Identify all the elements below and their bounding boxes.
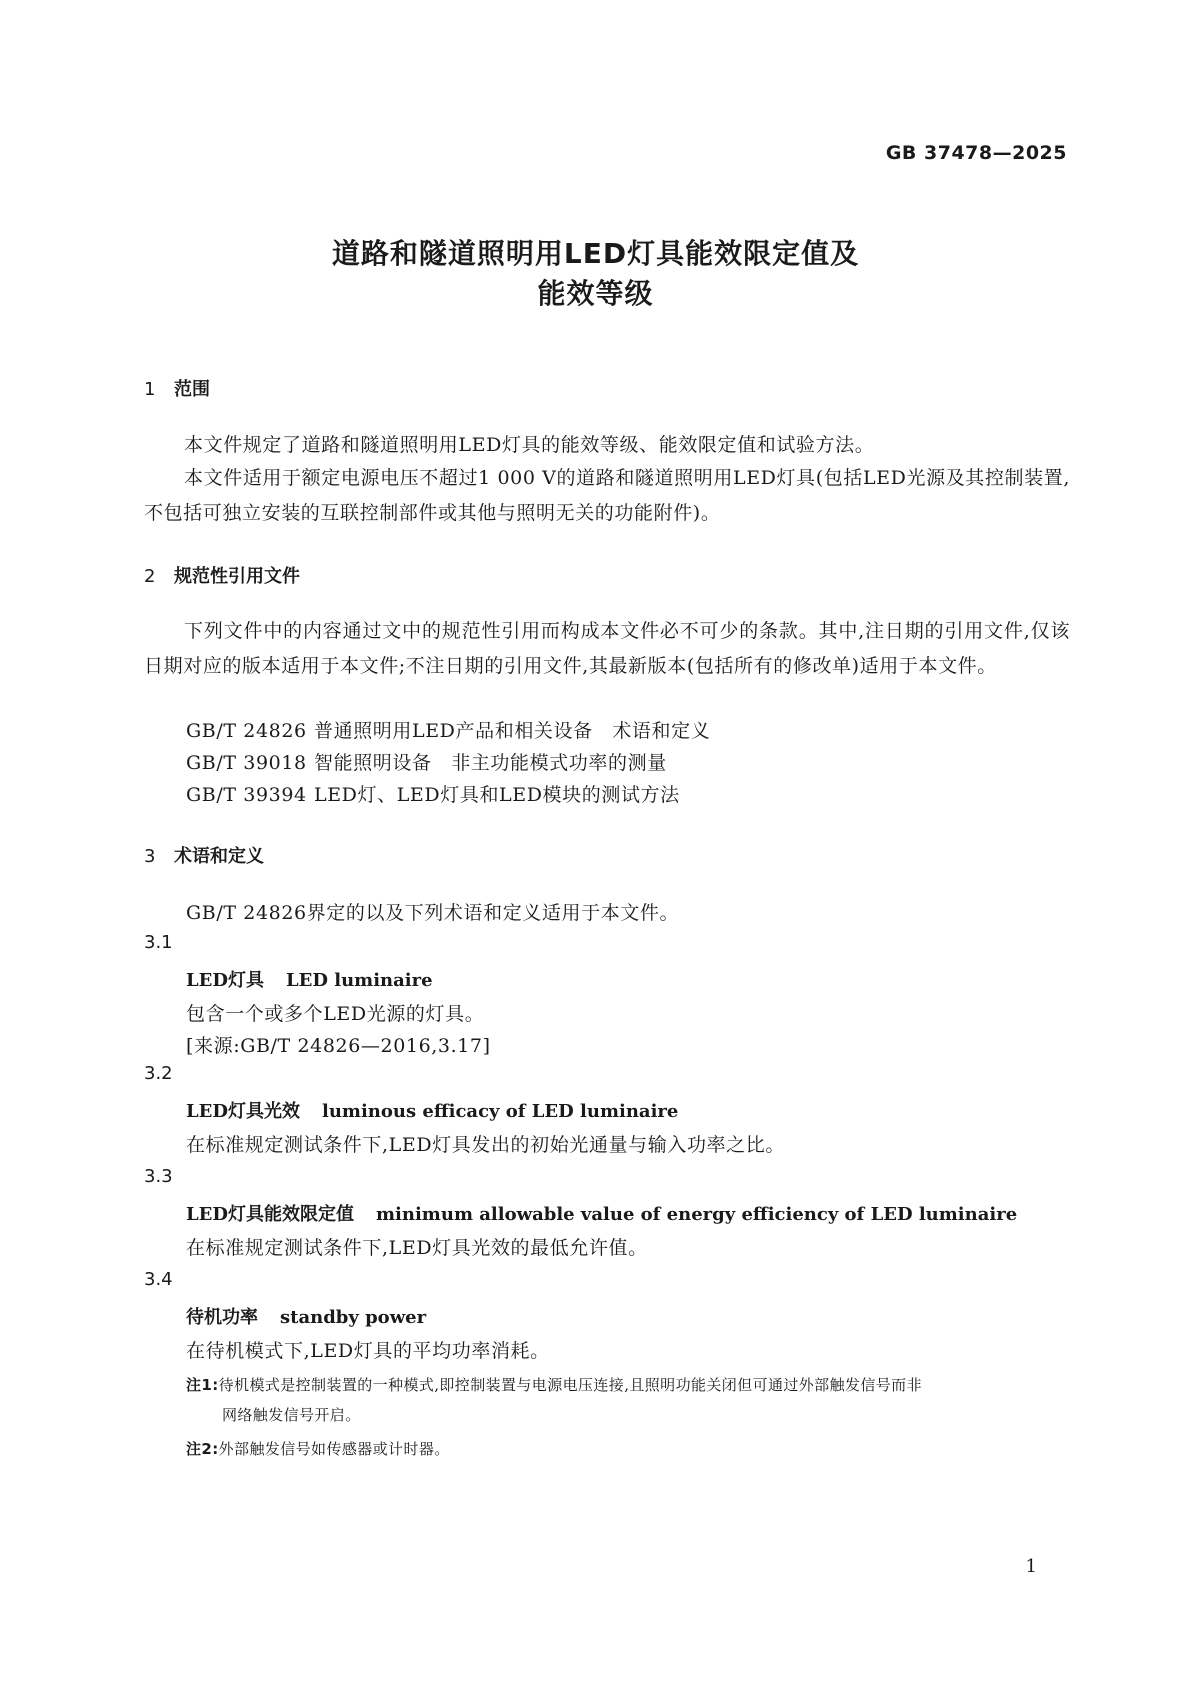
note-1 <box>186 1374 922 1395</box>
term-en: luminous efficacy of LED luminaire <box>322 1101 679 1122</box>
note-1-continuation: 网络触发信号开启。 <box>222 1406 361 1424</box>
reference-code: GB/T 24826 <box>186 720 307 742</box>
reference-item <box>186 780 680 807</box>
term-number: 3.1 <box>144 932 173 953</box>
reference-title: 智能照明设备 非主功能模式功率的测量 <box>314 752 667 774</box>
section-1-heading <box>144 375 210 401</box>
term-number: 3.2 <box>144 1063 173 1084</box>
term-heading <box>186 1303 426 1329</box>
reference-item <box>186 748 667 775</box>
term-en: standby power <box>280 1307 427 1328</box>
term-heading <box>186 1097 678 1123</box>
reference-code: GB/T 39018 <box>186 752 307 774</box>
paragraph: 本文件适用于额定电源电压不超过1 000 V的道路和隧道照明用LED灯具(包括LED光源及其控制装置,不包括可独立安装的互联控制部件或其他与照明无关的功能附件)。 <box>144 467 1070 524</box>
note-label: 注2: <box>186 1440 219 1458</box>
term-en: minimum allowable value of energy efficiency of LED luminaire <box>376 1204 1018 1225</box>
term-number: 3.3 <box>144 1166 173 1187</box>
section-number: 3 <box>144 846 156 867</box>
term-zh: LED灯具能效限定值 <box>186 1204 354 1225</box>
section-2-heading <box>144 562 300 588</box>
term-heading <box>186 1200 1017 1226</box>
term-number: 3.4 <box>144 1269 173 1290</box>
section-title: 范围 <box>174 379 210 400</box>
section-number: 2 <box>144 566 156 587</box>
term-definition: 在标准规定测试条件下,LED灯具发出的初始光通量与输入功率之比。 <box>186 1134 785 1156</box>
section-number: 1 <box>144 379 156 400</box>
document-title-line-1: 道路和隧道照明用LED灯具能效限定值及 <box>331 237 860 270</box>
document-code: GB 37478—2025 <box>885 142 1067 164</box>
reference-item <box>186 716 710 743</box>
section-intro: GB/T 24826界定的以及下列术语和定义适用于本文件。 <box>186 902 680 924</box>
reference-title: 普通照明用LED产品和相关设备 术语和定义 <box>314 720 711 742</box>
term-heading <box>186 966 433 992</box>
note-label: 注1: <box>186 1376 219 1394</box>
document-title-line-2: 能效等级 <box>537 277 654 310</box>
term-definition: 在标准规定测试条件下,LED灯具光效的最低允许值。 <box>186 1237 648 1259</box>
page-number: 1 <box>1025 1556 1037 1577</box>
section-title: 规范性引用文件 <box>174 566 300 587</box>
note-text: 外部触发信号如传感器或计时器。 <box>218 1440 450 1458</box>
term-definition: 在待机模式下,LED灯具的平均功率消耗。 <box>186 1340 550 1362</box>
term-definition: 包含一个或多个LED光源的灯具。 <box>186 1003 485 1025</box>
section-3-heading <box>144 842 264 868</box>
paragraph: 本文件规定了道路和隧道照明用LED灯具的能效等级、能效限定值和试验方法。 <box>184 434 875 456</box>
section-title: 术语和定义 <box>174 846 264 867</box>
term-en: LED luminaire <box>286 970 433 991</box>
term-zh: 待机功率 <box>186 1307 258 1328</box>
term-zh: LED灯具光效 <box>186 1101 300 1122</box>
note-text: 待机模式是控制装置的一种模式,即控制装置与电源电压连接,且照明功能关闭但可通过外部触发信号而非 <box>218 1376 922 1394</box>
paragraph: 下列文件中的内容通过文中的规范性引用而构成本文件必不可少的条款。其中,注日期的引用文件,仅该日期对应的版本适用于本文件;不注日期的引用文件,其最新版本(包括所有的修改单)适用于本文件。 <box>144 620 1070 677</box>
note-2 <box>186 1438 450 1459</box>
reference-title: LED灯、LED灯具和LED模块的测试方法 <box>314 784 680 806</box>
term-zh: LED灯具 <box>186 970 264 991</box>
reference-code: GB/T 39394 <box>186 784 307 806</box>
term-source: [来源:GB/T 24826—2016,3.17] <box>186 1035 491 1057</box>
